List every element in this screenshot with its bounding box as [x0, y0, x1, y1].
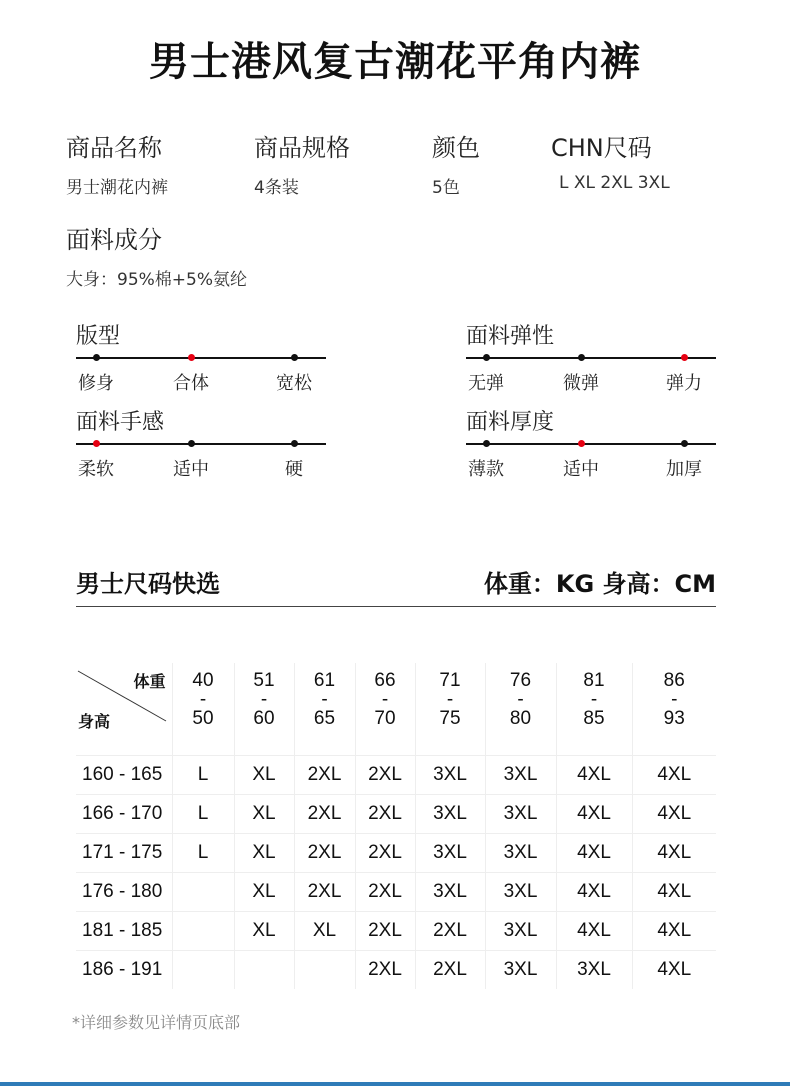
- table-row: [76, 834, 716, 873]
- size-cell: 4XL: [556, 873, 632, 912]
- table-corner-header: [76, 663, 172, 756]
- scale-option-label: 微弹: [563, 373, 599, 394]
- size-cell: 4XL: [556, 756, 632, 795]
- weight-range-header: [294, 663, 355, 756]
- height-range-cell: 171 - 175: [76, 834, 172, 873]
- size-cell: 4XL: [632, 912, 716, 951]
- weight-range-header: [172, 663, 234, 756]
- size-cell: 3XL: [485, 756, 556, 795]
- spec-color: [432, 128, 480, 198]
- range-value: 75: [439, 708, 461, 729]
- weight-range-header: [632, 663, 716, 756]
- range-separator: -: [671, 689, 678, 710]
- size-cell: [234, 951, 294, 990]
- range-separator: -: [260, 689, 268, 710]
- table-row: [76, 873, 716, 912]
- size-cell: 4XL: [556, 795, 632, 834]
- size-cell: 3XL: [485, 951, 556, 990]
- page-title: 男士港风复古潮花平角内裤: [149, 39, 641, 85]
- scale-track: [466, 443, 716, 480]
- range-value: 76: [509, 670, 532, 691]
- spec-label: 颜色: [432, 134, 480, 162]
- size-cell: [172, 912, 234, 951]
- size-cell: L: [172, 795, 234, 834]
- size-cell: 3XL: [485, 912, 556, 951]
- range-value: 65: [313, 708, 336, 729]
- size-section-title: 男士尺码快选: [76, 570, 220, 598]
- scale-title: 面料手感: [76, 410, 165, 435]
- range-value: 70: [374, 708, 396, 729]
- range-separator: -: [590, 689, 598, 710]
- table-row: [76, 756, 716, 795]
- range-value: 93: [663, 708, 685, 729]
- scale-dot-selected: [681, 354, 688, 361]
- weight-range-header: [355, 663, 415, 756]
- scale-dot: [483, 440, 490, 447]
- range-value: 60: [253, 708, 275, 729]
- scale-dot-selected: [578, 440, 585, 447]
- range-value: 66: [374, 670, 396, 691]
- height-range-cell: 166 - 170: [76, 795, 172, 834]
- height-range-cell: 176 - 180: [76, 873, 172, 912]
- scale-elasticity: [466, 322, 716, 394]
- range-value: 50: [192, 708, 214, 729]
- size-cell: 2XL: [355, 912, 415, 951]
- bottom-accent-bar: [0, 1082, 790, 1086]
- range-value: 80: [509, 708, 532, 729]
- size-cell: 2XL: [415, 912, 485, 951]
- weight-range-header: [485, 663, 556, 756]
- size-cell: L: [172, 834, 234, 873]
- size-cell: 3XL: [415, 756, 485, 795]
- scale-dot: [188, 440, 195, 447]
- height-range-cell: 181 - 185: [76, 912, 172, 951]
- scale-dot: [578, 354, 585, 361]
- size-cell: 4XL: [632, 756, 716, 795]
- height-range-cell: 186 - 191: [76, 951, 172, 990]
- range-value: 40: [192, 670, 214, 691]
- weight-range-header: [415, 663, 485, 756]
- range-value: 61: [313, 670, 336, 691]
- size-cell: XL: [294, 912, 355, 951]
- scale-thickness: [466, 408, 716, 480]
- range-value: 85: [583, 708, 605, 729]
- size-cell: 2XL: [355, 951, 415, 990]
- size-cell: 2XL: [415, 951, 485, 990]
- size-quick-select-header: [76, 560, 716, 607]
- weight-range-header: [556, 663, 632, 756]
- spec-value: L XL 2XL 3XL: [559, 173, 670, 193]
- table-row: [76, 951, 716, 990]
- scale-dot: [291, 440, 298, 447]
- table-row: [76, 795, 716, 834]
- spec-value: 5色: [432, 178, 460, 198]
- size-cell: XL: [234, 795, 294, 834]
- range-separator: -: [446, 689, 454, 710]
- scale-option-label: 薄款: [468, 459, 504, 480]
- size-cell: 3XL: [485, 834, 556, 873]
- scale-hand-feel: [76, 408, 326, 480]
- scale-option-label: 弹力: [666, 373, 702, 394]
- range-separator: -: [381, 689, 389, 710]
- scale-dot-selected: [188, 354, 195, 361]
- size-cell: 2XL: [355, 795, 415, 834]
- scale-option-label: 无弹: [468, 373, 504, 394]
- size-cell: 3XL: [415, 873, 485, 912]
- spec-label: 商品规格: [254, 134, 350, 162]
- size-cell: 2XL: [294, 756, 355, 795]
- size-cell: XL: [234, 834, 294, 873]
- spec-product-spec: [254, 128, 350, 198]
- size-cell: [294, 951, 355, 990]
- size-cell: XL: [234, 912, 294, 951]
- size-cell: 2XL: [355, 756, 415, 795]
- size-cell: 3XL: [485, 873, 556, 912]
- fabric-composition: [66, 220, 247, 290]
- footnote: *详细参数见详情页底部: [72, 1013, 241, 1032]
- spec-label: CHN尺码: [551, 134, 652, 162]
- height-range-cell: 160 - 165: [76, 756, 172, 795]
- size-cell: 3XL: [485, 795, 556, 834]
- size-cell: XL: [234, 756, 294, 795]
- scale-title: 面料厚度: [466, 410, 555, 435]
- spec-value: 4条装: [254, 178, 299, 198]
- size-cell: L: [172, 756, 234, 795]
- scale-dot: [483, 354, 490, 361]
- scale-option-label: 宽松: [276, 373, 312, 394]
- range-separator: -: [321, 689, 328, 710]
- size-cell: 3XL: [415, 795, 485, 834]
- size-cell: 2XL: [355, 873, 415, 912]
- scale-option-label: 合体: [173, 373, 209, 394]
- size-cell: 3XL: [415, 834, 485, 873]
- range-value: 81: [583, 670, 605, 691]
- range-value: 71: [439, 670, 461, 691]
- weight-axis-label: 体重: [133, 674, 166, 691]
- size-cell: 2XL: [294, 873, 355, 912]
- scale-track: [466, 357, 716, 394]
- size-cell: 4XL: [632, 834, 716, 873]
- size-cell: 3XL: [556, 951, 632, 990]
- size-cell: [172, 951, 234, 990]
- size-cell: 2XL: [294, 795, 355, 834]
- size-section-units: 体重：KG 身高：CM: [483, 570, 716, 598]
- scale-option-label: 适中: [563, 459, 599, 480]
- size-cell: 4XL: [556, 834, 632, 873]
- spec-product-name: [66, 128, 168, 198]
- height-axis-label: 身高: [78, 714, 111, 731]
- range-separator: -: [517, 689, 524, 710]
- scale-track: [76, 443, 326, 480]
- range-separator: -: [199, 689, 207, 710]
- scale-option-label: 加厚: [666, 459, 702, 480]
- size-cell: 2XL: [294, 834, 355, 873]
- range-value: 51: [253, 670, 275, 691]
- scale-title: 面料弹性: [466, 324, 555, 349]
- scale-dot: [291, 354, 298, 361]
- fabric-label: 面料成分: [66, 226, 162, 254]
- size-cell: 4XL: [632, 795, 716, 834]
- scale-track: [76, 357, 326, 394]
- scale-title: 版型: [76, 324, 121, 349]
- scale-dot: [681, 440, 688, 447]
- weight-range-header: [234, 663, 294, 756]
- scale-dot: [93, 354, 100, 361]
- scale-option-label: 硬: [285, 459, 303, 480]
- size-cell: XL: [234, 873, 294, 912]
- size-cell: 4XL: [632, 873, 716, 912]
- size-cell: 4XL: [556, 912, 632, 951]
- scale-fit: [76, 322, 326, 394]
- scale-dot-selected: [93, 440, 100, 447]
- spec-chn-size: [551, 128, 670, 193]
- range-value: 86: [663, 670, 685, 691]
- scale-option-label: 适中: [173, 459, 209, 480]
- scale-option-label: 修身: [78, 373, 114, 394]
- size-table: [76, 663, 716, 989]
- size-cell: 2XL: [355, 834, 415, 873]
- table-row: [76, 912, 716, 951]
- scale-option-label: 柔软: [78, 459, 114, 480]
- size-cell: [172, 873, 234, 912]
- spec-value: 男士潮花内裤: [66, 178, 168, 198]
- spec-label: 商品名称: [66, 134, 162, 162]
- size-cell: 4XL: [632, 951, 716, 990]
- fabric-value: 大身：95%棉+5%氨纶: [66, 270, 247, 290]
